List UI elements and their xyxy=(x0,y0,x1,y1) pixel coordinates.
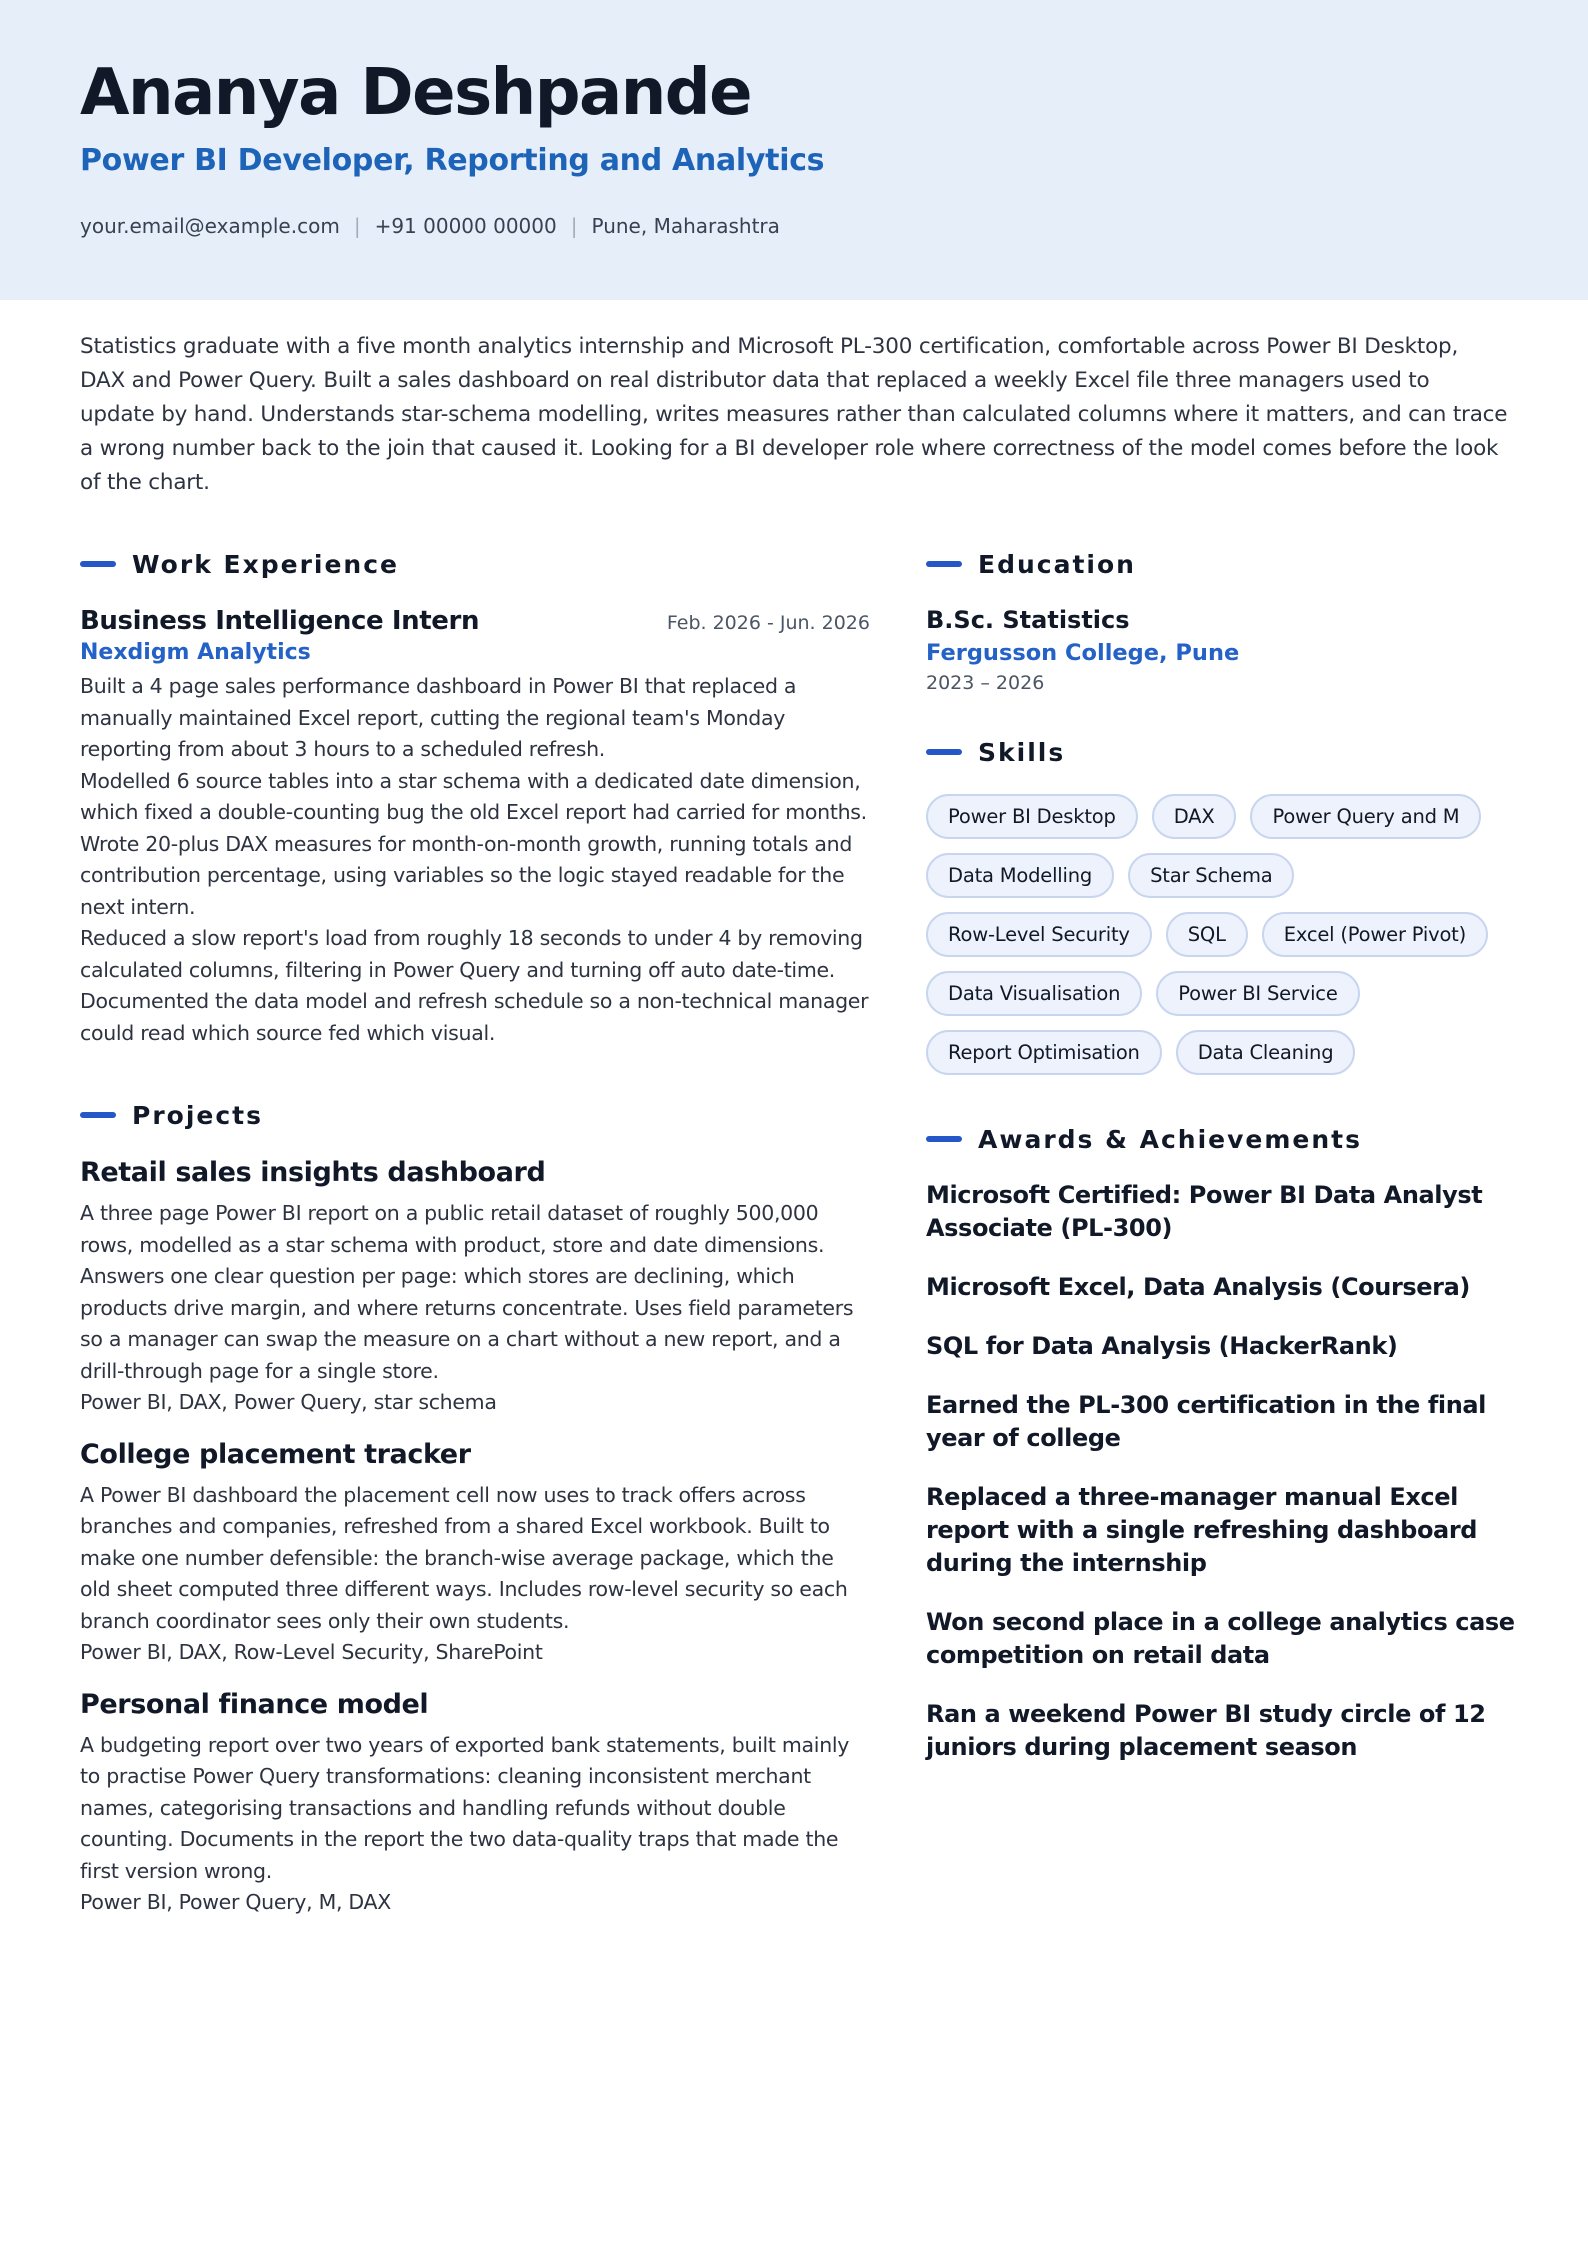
skill-chip: Star Schema xyxy=(1128,853,1294,898)
project-tech: Power BI, DAX, Row-Level Security, SharePoint xyxy=(80,1640,543,1664)
job-company: Nexdigm Analytics xyxy=(80,640,311,665)
skill-chip: Power BI Service xyxy=(1156,971,1359,1016)
skill-chip: Data Modelling xyxy=(926,853,1114,898)
award-item: Microsoft Excel, Data Analysis (Coursera) xyxy=(926,1273,1470,1301)
contact-separator: | xyxy=(570,214,578,238)
job-bullets xyxy=(80,671,870,1049)
job-dates: Feb. 2026 - Jun. 2026 xyxy=(666,612,870,634)
job-bullet: Documented the data model and refresh schedule so a non-technical manager could read which source fed which visual. xyxy=(80,989,869,1045)
section-accent-bar xyxy=(80,561,116,567)
section-title: Education xyxy=(978,549,1136,579)
project-description: A budgeting report over two years of exported bank statements, built mainly to practise Power Query transformations: cleaning inconsistent merchant names, categorising transactions and handling refunds without double counting. Documents in the report the two data-quality traps that made the first version wrong. xyxy=(80,1732,850,1883)
candidate-name: Ananya Deshpande xyxy=(80,56,751,130)
education-school: Fergusson College, Pune xyxy=(926,640,1240,666)
skill-chip: DAX xyxy=(1152,794,1237,839)
profile-summary: Statistics graduate with a five month analytics internship and Microsoft PL-300 certification, comfortable across Power BI Desktop, DAX and Power Query. Built a sales dashboard on real distributor data that replaced a weekly Excel file three managers used to update by hand. Understands star-schema modelling, writes measures rather than calculated columns where it matters, and can trace a wrong number back to the join that caused it. Looking for a BI developer role where correctness of the model comes before the look of the chart. xyxy=(80,334,1508,495)
section-accent-bar xyxy=(80,1112,116,1118)
project-tech: Power BI, DAX, Power Query, star schema xyxy=(80,1390,497,1414)
contact-email[interactable]: your.email@example.com xyxy=(80,214,340,238)
education-years: 2023 – 2026 xyxy=(926,672,1045,694)
award-item: SQL for Data Analysis (HackerRank) xyxy=(926,1332,1398,1360)
education-degree: B.Sc. Statistics xyxy=(926,606,1130,634)
job-bullet: Modelled 6 source tables into a star schema with a dedicated date dimension, which fixed a double-counting bug the old Excel report had carried for months. xyxy=(80,768,867,824)
skill-chip: Row-Level Security xyxy=(926,912,1152,957)
project-title: College placement tracker xyxy=(80,1438,471,1470)
award-item: Won second place in a college analytics case competition on retail data xyxy=(926,1608,1515,1669)
project-entry xyxy=(80,1157,870,1419)
skill-chip: SQL xyxy=(1166,912,1248,957)
candidate-role: Power BI Developer, Reporting and Analytics xyxy=(80,143,825,178)
skill-chip: Data Visualisation xyxy=(926,971,1142,1016)
job-title: Business Intelligence Intern xyxy=(80,606,480,636)
project-title: Personal finance model xyxy=(80,1688,429,1720)
section-header-awards xyxy=(926,1119,1516,1159)
job-bullet: Built a 4 page sales performance dashboard in Power BI that replaced a manually maintained Excel report, cutting the regional team's Monday reporting from about 3 hours to a scheduled refresh. xyxy=(80,674,797,761)
award-item: Ran a weekend Power BI study circle of 12 juniors during placement season xyxy=(926,1700,1486,1761)
section-title: Awards & Achievements xyxy=(978,1124,1363,1154)
award-item: Earned the PL-300 certification in the final year of college xyxy=(926,1391,1487,1452)
section-title: Projects xyxy=(132,1100,264,1130)
job-entry xyxy=(80,606,870,1049)
right-column xyxy=(926,544,1516,1764)
award-item: Microsoft Certified: Power BI Data Analyst Associate (PL-300) xyxy=(926,1181,1483,1242)
award-item: Replaced a three-manager manual Excel report with a single refreshing dashboard during the internship xyxy=(926,1483,1478,1577)
project-entry xyxy=(80,1689,870,1919)
awards-list xyxy=(926,1179,1516,1764)
skill-chip: Data Cleaning xyxy=(1176,1030,1356,1075)
section-accent-bar xyxy=(926,1136,962,1142)
project-description: A Power BI dashboard the placement cell now uses to track offers across branches and companies, refreshed from a shared Excel workbook. Built to make one number defensible: the branch-wise average package, which the old sheet computed three different ways. Includes row-level security so each branch coordinator sees only their own students. xyxy=(80,1482,848,1633)
project-title: Retail sales insights dashboard xyxy=(80,1157,546,1188)
section-accent-bar xyxy=(926,749,962,755)
job-bullet: Wrote 20-plus DAX measures for month-on-month growth, running totals and contribution percentage, using variables so the logic stayed readable for the next intern. xyxy=(80,831,853,919)
skill-chip: Power Query and M xyxy=(1250,794,1481,839)
contact-location: Pune, Maharashtra xyxy=(591,214,780,238)
section-header-education xyxy=(926,544,1516,584)
contact-line xyxy=(80,214,780,238)
section-title: Skills xyxy=(978,737,1066,767)
section-header-projects xyxy=(80,1095,870,1135)
section-title: Work Experience xyxy=(132,549,399,579)
skill-chip: Power BI Desktop xyxy=(926,794,1138,839)
project-description: A three page Power BI report on a public retail dataset of roughly 500,000 rows, modelled as a star schema with product, store and date dimensions. Answers one clear question per page: which stores are declining, which products drive margin, and where returns concentrate. Uses field parameters so a manager can swap the measure on a chart without a new report, and a drill-through page for a single store. xyxy=(80,1201,854,1383)
job-bullet: Reduced a slow report's load from roughly 18 seconds to under 4 by removing calculated columns, filtering in Power Query and turning off auto date-time. xyxy=(80,926,863,982)
project-entry xyxy=(80,1439,870,1669)
section-accent-bar xyxy=(926,561,962,567)
skills-list xyxy=(926,794,1526,1075)
skill-chip: Report Optimisation xyxy=(926,1030,1162,1075)
contact-phone[interactable]: +91 00000 00000 xyxy=(374,214,557,238)
left-column xyxy=(80,544,870,1919)
project-tech: Power BI, Power Query, M, DAX xyxy=(80,1890,391,1914)
resume-header xyxy=(0,0,1588,300)
section-header-skills xyxy=(926,732,1516,772)
skill-chip: Excel (Power Pivot) xyxy=(1262,912,1488,957)
section-header-work xyxy=(80,544,870,584)
contact-separator: | xyxy=(353,214,361,238)
